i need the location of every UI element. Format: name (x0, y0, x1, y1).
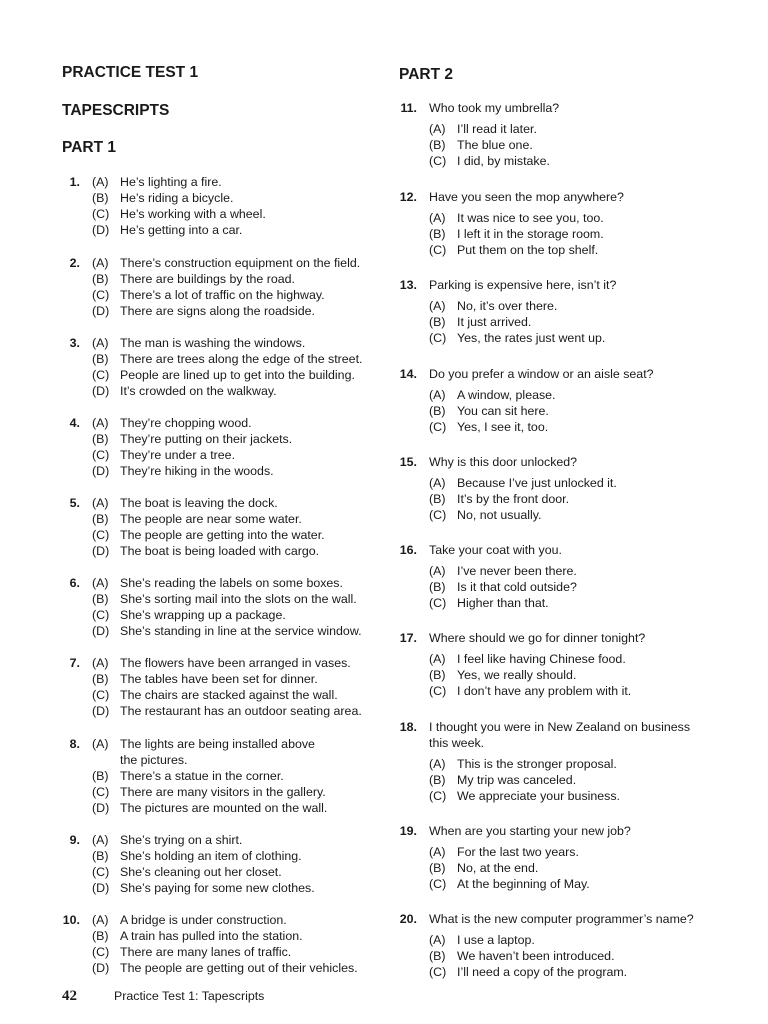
option-letter: (C) (429, 331, 447, 345)
option-text: I left it in the storage room. (457, 227, 604, 241)
question-stem-line: Have you seen the mop anywhere? (429, 190, 624, 204)
question-stem-line: When are you starting your new job? (429, 824, 631, 838)
option-text: There are many lanes of traffic. (120, 945, 292, 959)
test-title: PRACTICE TEST 1 (62, 64, 199, 81)
answer-option (62, 575, 392, 591)
option-letter: (C) (429, 877, 447, 891)
question-2 (62, 255, 392, 319)
option-letter: (B) (92, 769, 109, 783)
question-stem (429, 277, 729, 293)
option-text: He’s lighting a fire. (120, 175, 222, 189)
question-stem-line: What is the new computer programmer’s name? (429, 912, 694, 926)
answer-options (399, 298, 729, 346)
option-text: He’s riding a bicycle. (120, 191, 234, 205)
option-text: She’s paying for some new clothes. (120, 881, 315, 895)
answer-option (399, 579, 729, 595)
question-10 (62, 912, 392, 976)
question-stem (429, 542, 729, 558)
option-letter: (B) (92, 849, 109, 863)
answer-option (399, 507, 729, 523)
answer-option (62, 174, 392, 190)
option-text: She’s holding an item of clothing. (120, 849, 302, 863)
option-letter: (B) (92, 432, 109, 446)
option-text: The blue one. (457, 138, 533, 152)
option-text: There are trees along the edge of the street. (120, 352, 363, 366)
answer-option (399, 403, 729, 419)
option-text: Put them on the top shelf. (457, 243, 599, 257)
question-20 (399, 911, 729, 980)
part-2-heading: PART 2 (399, 66, 453, 83)
question-stem-line: Why is this door unlocked? (429, 455, 578, 469)
option-text: People are lined up to get into the building. (120, 368, 355, 382)
option-text: They’re putting on their jackets. (120, 432, 293, 446)
option-letter: (C) (92, 608, 110, 622)
option-letter: (C) (92, 207, 110, 221)
option-letter: (A) (429, 211, 446, 225)
answer-option (399, 948, 729, 964)
part-1-heading: PART 1 (62, 139, 116, 156)
question-16 (399, 542, 729, 611)
option-letter: (A) (92, 833, 109, 847)
answer-option (62, 800, 392, 816)
option-letter: (A) (429, 845, 446, 859)
option-letter: (A) (429, 299, 446, 313)
question-12 (399, 189, 729, 258)
answer-options (399, 475, 729, 523)
footer-title: Practice Test 1: Tapescripts (114, 989, 265, 1003)
option-text: Because I’ve just unlocked it. (457, 476, 617, 490)
answer-option (62, 255, 392, 271)
option-letter: (C) (92, 688, 110, 702)
question-number: 18. (399, 720, 417, 734)
question-number: 20. (399, 912, 417, 926)
answer-option (62, 271, 392, 287)
option-text: I’ll need a copy of the program. (457, 965, 628, 979)
option-text: She’s reading the labels on some boxes. (120, 576, 343, 590)
option-letter: (B) (429, 492, 446, 506)
question-number: 4. (69, 416, 80, 430)
answer-option (399, 210, 729, 226)
option-letter: (D) (92, 881, 110, 895)
tapescripts-heading: TAPESCRIPTS (62, 102, 170, 119)
option-text: I did, by mistake. (457, 154, 550, 168)
question-4 (62, 415, 392, 479)
answer-option (62, 736, 392, 752)
answer-option (62, 303, 392, 319)
option-text: We haven’t been introduced. (457, 949, 615, 963)
answer-option (399, 844, 729, 860)
option-text: For the last two years. (457, 845, 579, 859)
option-letter: (C) (429, 243, 447, 257)
option-text: I feel like having Chinese food. (457, 652, 626, 666)
answer-option (399, 756, 729, 772)
question-number: 5. (69, 496, 80, 510)
answer-option (62, 511, 392, 527)
answer-option (62, 768, 392, 784)
option-letter: (C) (92, 945, 110, 959)
question-stem (429, 911, 729, 927)
option-text: Yes, I see it, too. (457, 420, 549, 434)
question-5 (62, 495, 392, 559)
answer-option (62, 351, 392, 367)
option-letter: (C) (429, 420, 447, 434)
option-text: A bridge is under construction. (120, 913, 287, 927)
answer-option (399, 788, 729, 804)
option-letter: (D) (92, 544, 110, 558)
option-text: The chairs are stacked against the wall. (120, 688, 338, 702)
question-stem (429, 630, 729, 646)
option-letter: (D) (92, 464, 110, 478)
option-letter: (A) (92, 576, 109, 590)
answer-option (62, 703, 392, 719)
option-letter: (B) (429, 949, 446, 963)
option-letter: (A) (92, 737, 109, 751)
question-number: 12. (399, 190, 417, 204)
answer-option (62, 623, 392, 639)
answer-option (399, 667, 729, 683)
answer-option (62, 287, 392, 303)
option-letter: (D) (92, 704, 110, 718)
option-text: My trip was canceled. (457, 773, 577, 787)
option-letter: (D) (92, 304, 110, 318)
answer-option (399, 314, 729, 330)
answer-option (399, 651, 729, 667)
question-6 (62, 575, 392, 639)
option-text: The lights are being installed above (120, 737, 315, 751)
answer-options (399, 210, 729, 258)
question-number: 7. (69, 656, 80, 670)
answer-option (399, 226, 729, 242)
option-letter: (B) (92, 929, 109, 943)
answer-option (62, 495, 392, 511)
option-text: It’s by the front door. (457, 492, 570, 506)
answer-option (399, 242, 729, 258)
option-letter: (C) (429, 684, 447, 698)
option-letter: (A) (92, 336, 109, 350)
question-3 (62, 335, 392, 399)
option-text: She’s trying on a shirt. (120, 833, 243, 847)
option-text: Higher than that. (457, 596, 549, 610)
option-text: the pictures. (120, 753, 188, 767)
question-18 (399, 719, 729, 804)
answer-option (399, 860, 729, 876)
answer-option (62, 415, 392, 431)
option-letter: (A) (429, 476, 446, 490)
option-text: I don’t have any problem with it. (457, 684, 632, 698)
option-text: The people are getting into the water. (120, 528, 325, 542)
answer-options (399, 844, 729, 892)
option-text: There’s a statue in the corner. (120, 769, 284, 783)
option-text: The restaurant has an outdoor seating area. (120, 704, 362, 718)
question-7 (62, 655, 392, 719)
option-letter: (B) (429, 668, 446, 682)
option-text: They’re chopping wood. (120, 416, 252, 430)
option-text: No, not usually. (457, 508, 542, 522)
answer-option (62, 335, 392, 351)
answer-option (62, 447, 392, 463)
option-text: He’s working with a wheel. (120, 207, 266, 221)
option-letter: (C) (429, 154, 447, 168)
option-letter: (A) (92, 416, 109, 430)
option-text: She’s cleaning out her closet. (120, 865, 282, 879)
question-number: 1. (69, 175, 80, 189)
answer-option (62, 463, 392, 479)
option-text: It’s crowded on the walkway. (120, 384, 277, 398)
option-text-continued (62, 752, 392, 768)
option-letter: (A) (429, 933, 446, 947)
option-letter: (C) (429, 965, 447, 979)
option-text: The tables have been set for dinner. (120, 672, 318, 686)
option-text: He’s getting into a car. (120, 223, 243, 237)
option-text: I’ve never been there. (457, 564, 577, 578)
question-stem (429, 719, 729, 751)
option-letter: (A) (92, 656, 109, 670)
answer-option (399, 772, 729, 788)
answer-option (399, 932, 729, 948)
option-letter: (B) (429, 580, 446, 594)
option-text: There’s construction equipment on the field. (120, 256, 361, 270)
option-text: No, it’s over there. (457, 299, 558, 313)
answer-options (399, 756, 729, 804)
option-letter: (A) (92, 913, 109, 927)
question-number: 15. (399, 455, 417, 469)
answer-option (399, 491, 729, 507)
option-text: The boat is being loaded with cargo. (120, 544, 320, 558)
option-letter: (A) (429, 757, 446, 771)
option-text: They’re hiking in the woods. (120, 464, 274, 478)
option-letter: (D) (92, 961, 110, 975)
question-number: 3. (69, 336, 80, 350)
option-text: She’s wrapping up a package. (120, 608, 286, 622)
question-number: 16. (399, 543, 417, 557)
question-11 (399, 100, 729, 169)
option-letter: (C) (92, 528, 110, 542)
option-letter: (C) (429, 596, 447, 610)
answer-option (399, 330, 729, 346)
question-13 (399, 277, 729, 346)
option-text: They’re under a tree. (120, 448, 236, 462)
answer-option (62, 206, 392, 222)
answer-option (62, 687, 392, 703)
answer-option (62, 912, 392, 928)
option-letter: (C) (429, 789, 447, 803)
question-stem-line: I thought you were in New Zealand on business (429, 720, 691, 734)
option-text: You can sit here. (457, 404, 549, 418)
answer-option (399, 683, 729, 699)
question-1 (62, 174, 392, 238)
answer-options (399, 121, 729, 169)
option-text: Is it that cold outside? (457, 580, 577, 594)
option-text: No, at the end. (457, 861, 539, 875)
option-letter: (A) (429, 388, 446, 402)
answer-option (62, 848, 392, 864)
answer-option (62, 832, 392, 848)
answer-option (399, 153, 729, 169)
option-letter: (D) (92, 223, 110, 237)
answer-options (399, 651, 729, 699)
answer-option (399, 475, 729, 491)
page-footer (62, 988, 462, 1008)
question-stem-line: Take your coat with you. (429, 543, 562, 557)
option-text: I’ll read it later. (457, 122, 537, 136)
option-text: At the beginning of May. (457, 877, 590, 891)
question-stem (429, 454, 729, 470)
option-letter: (C) (92, 448, 110, 462)
option-letter: (B) (429, 315, 446, 329)
answer-option (399, 563, 729, 579)
answer-option (62, 928, 392, 944)
answer-option (62, 431, 392, 447)
option-text: I use a laptop. (457, 933, 535, 947)
option-text: Yes, we really should. (457, 668, 577, 682)
question-19 (399, 823, 729, 892)
option-letter: (D) (92, 801, 110, 815)
option-letter: (B) (92, 512, 109, 526)
question-15 (399, 454, 729, 523)
answer-option (62, 864, 392, 880)
option-text: The people are getting out of their vehicles. (120, 961, 358, 975)
question-stem-line: Where should we go for dinner tonight? (429, 631, 646, 645)
option-text: The flowers have been arranged in vases. (120, 656, 351, 670)
question-stem-line: this week. (429, 736, 485, 750)
answer-option (62, 591, 392, 607)
option-text: There are signs along the roadside. (120, 304, 315, 318)
option-letter: (B) (429, 861, 446, 875)
option-text: There are many visitors in the gallery. (120, 785, 326, 799)
question-stem-line: Do you prefer a window or an aisle seat? (429, 367, 654, 381)
option-letter: (C) (92, 288, 110, 302)
option-letter: (A) (92, 175, 109, 189)
option-letter: (B) (429, 227, 446, 241)
question-stem (429, 189, 729, 205)
question-number: 2. (69, 256, 80, 270)
question-number: 14. (399, 367, 417, 381)
option-text: The pictures are mounted on the wall. (120, 801, 328, 815)
answer-options (399, 387, 729, 435)
option-text: She’s standing in line at the service window. (120, 624, 362, 638)
answer-option (62, 543, 392, 559)
answer-option (62, 190, 392, 206)
answer-option (399, 137, 729, 153)
answer-option (62, 383, 392, 399)
question-17 (399, 630, 729, 699)
question-number: 11. (400, 101, 417, 115)
option-letter: (A) (429, 564, 446, 578)
option-letter: (D) (92, 624, 110, 638)
question-number: 13. (399, 278, 417, 292)
option-text: She’s sorting mail into the slots on the wall. (120, 592, 357, 606)
answer-option (62, 880, 392, 896)
question-9 (62, 832, 392, 896)
option-letter: (C) (429, 508, 447, 522)
option-letter: (A) (92, 256, 109, 270)
option-letter: (B) (429, 138, 446, 152)
option-letter: (C) (92, 368, 110, 382)
answer-option (62, 367, 392, 383)
question-stem (429, 823, 729, 839)
option-text: A train has pulled into the station. (120, 929, 303, 943)
question-8 (62, 736, 392, 816)
option-letter: (A) (429, 652, 446, 666)
option-letter: (B) (92, 352, 109, 366)
option-text: There’s a lot of traffic on the highway. (120, 288, 325, 302)
option-text: The boat is leaving the dock. (120, 496, 278, 510)
answer-options (399, 932, 729, 980)
option-letter: (A) (92, 496, 109, 510)
question-stem-line: Parking is expensive here, isn’t it? (429, 278, 617, 292)
question-number: 8. (69, 737, 80, 751)
question-number: 19. (399, 824, 417, 838)
option-letter: (C) (92, 785, 110, 799)
answer-option (399, 298, 729, 314)
answer-option (62, 222, 392, 238)
option-letter: (D) (92, 384, 110, 398)
answer-option (62, 655, 392, 671)
answer-option (62, 784, 392, 800)
answer-option (62, 944, 392, 960)
question-number: 9. (69, 833, 80, 847)
option-text: The people are near some water. (120, 512, 302, 526)
answer-option (399, 876, 729, 892)
question-stem (429, 366, 729, 382)
option-text: This is the stronger proposal. (457, 757, 617, 771)
option-letter: (B) (92, 272, 109, 286)
answer-option (62, 527, 392, 543)
answer-option (399, 595, 729, 611)
answer-option (399, 121, 729, 137)
answer-option (62, 607, 392, 623)
option-text: A window, please. (457, 388, 556, 402)
option-letter: (C) (92, 865, 110, 879)
answer-option (62, 671, 392, 687)
answer-option (399, 964, 729, 980)
question-number: 10. (62, 913, 80, 927)
option-text: It was nice to see you, too. (457, 211, 604, 225)
question-14 (399, 366, 729, 435)
option-text: The man is washing the windows. (120, 336, 306, 350)
option-letter: (B) (429, 404, 446, 418)
answer-option (399, 419, 729, 435)
answer-option (62, 960, 392, 976)
option-letter: (B) (429, 773, 446, 787)
option-text: Yes, the rates just went up. (457, 331, 606, 345)
question-stem (429, 100, 729, 116)
option-letter: (B) (92, 672, 109, 686)
question-stem-line: Who took my umbrella? (429, 101, 560, 115)
option-text: It just arrived. (457, 315, 532, 329)
option-letter: (A) (429, 122, 446, 136)
question-number: 17. (399, 631, 417, 645)
answer-options (399, 563, 729, 611)
option-text: There are buildings by the road. (120, 272, 295, 286)
option-letter: (B) (92, 592, 109, 606)
option-text: We appreciate your business. (457, 789, 621, 803)
page-number: 42 (62, 988, 77, 1004)
answer-option (399, 387, 729, 403)
question-number: 6. (69, 576, 80, 590)
option-letter: (B) (92, 191, 109, 205)
